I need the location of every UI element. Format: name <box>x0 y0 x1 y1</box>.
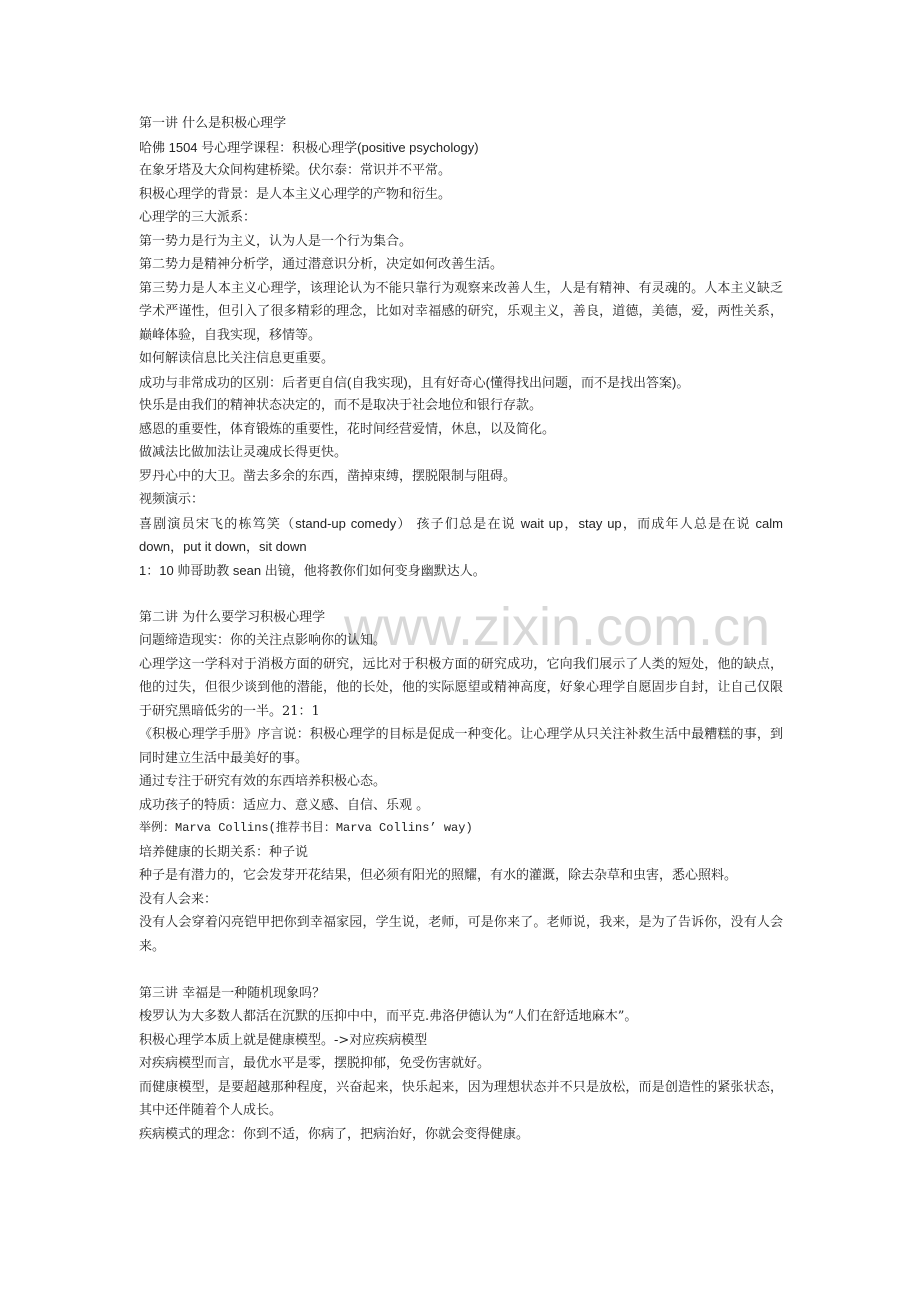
text-line: 视频演示： <box>139 492 205 507</box>
text-line: 而健康模型，是要超越那种程度，兴奋起来，快乐起来，因为理想状态并不只是放松，而是创造性的紧张状态，其中还伴随着个人成长。 <box>139 1079 783 1118</box>
text-line: 喜剧演员宋飞的栋笃笑（stand-up comedy） 孩子们总是在说 wait up，stay up，而成年人总是在说 calm down，put it down，sit down <box>139 515 783 554</box>
document-body <box>139 112 783 1146</box>
watermark: www.zixin.com.cn <box>344 597 771 657</box>
text-line: 在象牙塔及大众间构建桥梁。伏尔泰：常识并不平常。 <box>139 163 452 178</box>
text-line: 问题缔造现实：你的关注点影响你的认知。 <box>139 633 387 648</box>
lecture-heading: 第二讲 为什么要学习积极心理学 <box>139 609 326 625</box>
text-line: 感恩的重要性，体育锻炼的重要性，花时间经营爱情，休息，以及简化。 <box>139 421 556 437</box>
text-line: 疾病模式的理念：你到不适，你病了，把病治好，你就会变得健康。 <box>139 1126 530 1142</box>
text-line: 快乐是由我们的精神状态决定的，而不是取决于社会地位和银行存款。 <box>139 398 543 413</box>
text-line: 1：10 帅哥助教 sean 出镜，他将教你们如何变身幽默达人。 <box>139 562 486 578</box>
text-line: 积极心理学的背景：是人本主义心理学的产物和衍生。 <box>139 186 452 202</box>
text-line: 《积极心理学手册》序言说：积极心理学的目标是促成一种变化。让心理学从只关注补救生活中最糟糕的事，到同时建立生活中最美好的事。 <box>139 727 783 766</box>
paragraph-gap <box>139 958 783 982</box>
text-line: 如何解读信息比关注信息更重要。 <box>139 351 335 366</box>
text-line: 做减法比做加法让灵魂成长得更快。 <box>139 445 348 460</box>
text-line: 积极心理学本质上就是健康模型。->对应疾病模型 <box>139 1032 428 1048</box>
paragraph-gap <box>139 582 783 606</box>
text-line: 通过专注于研究有效的东西培养积极心态。 <box>139 774 387 789</box>
text-line: 第三势力是人本主义心理学，该理论认为不能只靠行为观察来改善人生，人是有精神、有灵魂的。人本主义缺乏学术严谨性，但引入了很多精彩的理念，比如对幸福感的研究，乐观主义，善良，道德，美德，爱，两性关系，巅峰体验，自我实现，移情等。 <box>139 280 783 343</box>
text-line: 举例：Marva Collins(推荐书目：Marva Collins’ way) <box>139 821 473 835</box>
text-line: 哈佛 1504 号心理学课程：积极心理学(positive psychology) <box>139 139 479 155</box>
text-line: 罗丹心中的大卫。凿去多余的东西，凿掉束缚，摆脱限制与阻碍。 <box>139 468 517 484</box>
text-line: 培养健康的长期关系：种子说 <box>139 844 309 860</box>
text-line: 种子是有潜力的，它会发芽开花结果，但必须有阳光的照耀，有水的灌溉，除去杂草和虫害，悉心照料。 <box>139 868 738 883</box>
text-line: 第一势力是行为主义，认为人是一个行为集合。 <box>139 233 413 249</box>
text-line: 对疾病模型而言，最优水平是零，摆脱抑郁，免受伤害就好。 <box>139 1056 491 1071</box>
lecture-heading: 第一讲 什么是积极心理学 <box>139 116 287 131</box>
text-line: 心理学这一学科对于消极方面的研究，远比对于积极方面的研究成功，它向我们展示了人类的短处，他的缺点，他的过失，但很少谈到他的潜能，他的长处，他的实际愿望或精神高度，好象心理学自愿固步自封，让自己仅限于研究黑暗低劣的一半。21：1 <box>139 656 783 719</box>
text-line: 第二势力是精神分析学，通过潜意识分析，决定如何改善生活。 <box>139 257 504 272</box>
text-line: 没有人会来： <box>139 891 218 907</box>
text-line: 成功与非常成功的区别：后者更自信(自我实现)，且有好奇心(懂得找出问题，而不是找出答案)。 <box>139 374 690 390</box>
text-line: 心理学的三大派系： <box>139 210 257 225</box>
text-line: 梭罗认为大多数人都活在沉默的压抑中中，而平克.弗洛伊德认为“人们在舒适地麻木”。 <box>139 1009 638 1024</box>
text-line: 成功孩子的特质：适应力、意义感、自信、乐观 。 <box>139 797 430 813</box>
text-line: 没有人会穿着闪亮铠甲把你到幸福家园，学生说，老师，可是你来了。老师说，我来，是为了告诉你，没有人会来。 <box>139 915 783 954</box>
lecture-heading: 第三讲 幸福是一种随机现象吗？ <box>139 985 326 1001</box>
